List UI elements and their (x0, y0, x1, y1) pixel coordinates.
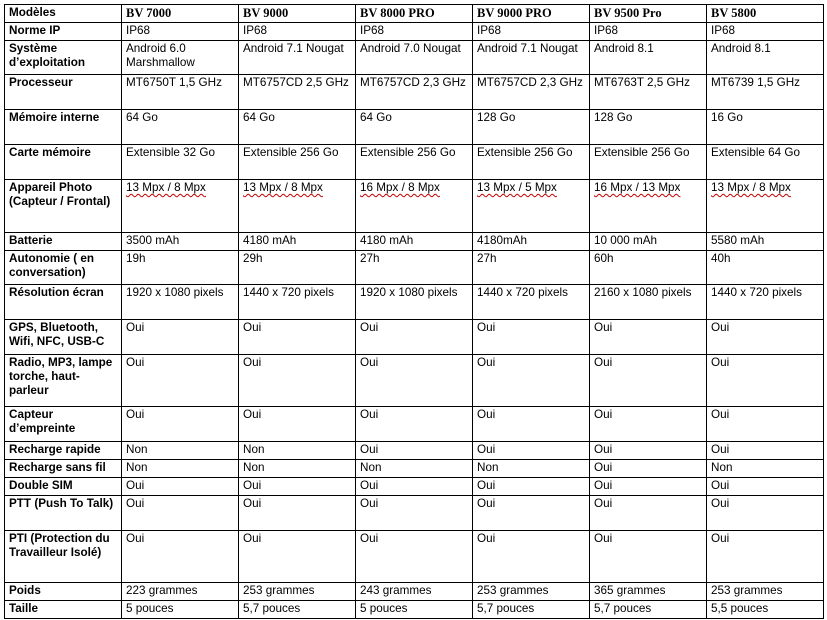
table-cell: Oui (473, 531, 590, 583)
table-cell: 1440 x 720 pixels (473, 285, 590, 320)
table-cell: 27h (356, 251, 473, 285)
table-cell: 1920 x 1080 pixels (356, 285, 473, 320)
table-cell: Oui (356, 407, 473, 442)
table-cell: Android 7.1 Nougat (239, 41, 356, 75)
table-cell: Non (473, 460, 590, 478)
table-cell: 40h (707, 251, 824, 285)
table-cell: Oui (239, 496, 356, 531)
table-cell: IP68 (473, 23, 590, 41)
table-cell: 27h (473, 251, 590, 285)
table-cell: Oui (473, 320, 590, 355)
table-cell: Oui (590, 442, 707, 460)
spellcheck-text: 13 Mpx / 8 Mpx (126, 181, 206, 194)
table-row-double-sim (5, 478, 824, 496)
spellcheck-text: 16 Mpx / 8 Mpx (360, 181, 440, 194)
table-cell: 128 Go (590, 110, 707, 145)
table-row-recharge-rapide (5, 442, 824, 460)
table-cell: MT6757CD 2,5 GHz (239, 75, 356, 110)
table-cell: 1440 x 720 pixels (239, 285, 356, 320)
row-label: Recharge sans fil (5, 460, 122, 478)
row-label: Carte mémoire (5, 145, 122, 180)
table-cell: 223 grammes (122, 583, 239, 601)
table-cell: 5,7 pouces (473, 601, 590, 619)
table-row-poids (5, 583, 824, 601)
table-cell: 19h (122, 251, 239, 285)
table-row-appareil-photo (5, 180, 824, 233)
table-cell: 253 grammes (239, 583, 356, 601)
table-cell: Extensible 256 Go (590, 145, 707, 180)
table-cell: Non (122, 460, 239, 478)
row-label: Radio, MP3, lampe torche, haut-parleur (5, 355, 122, 407)
table-cell: Oui (707, 442, 824, 460)
table-cell: MT6763T 2,5 GHz (590, 75, 707, 110)
table-cell: Oui (473, 355, 590, 407)
spellcheck-text: 13 Mpx / 8 Mpx (243, 181, 323, 194)
table-cell: IP68 (239, 23, 356, 41)
header-cell-bv9000pro: BV 9000 PRO (473, 5, 590, 23)
table-row-multimedia (5, 355, 824, 407)
table-cell: Oui (473, 442, 590, 460)
row-label: PTT (Push To Talk) (5, 496, 122, 531)
table-cell: 64 Go (356, 110, 473, 145)
table-row-pti (5, 531, 824, 583)
table-cell: Oui (707, 478, 824, 496)
row-label: Norme IP (5, 23, 122, 41)
row-label: PTI (Protection du Travailleur Isolé) (5, 531, 122, 583)
spellcheck-text: 16 Mpx / 13 Mpx (594, 181, 681, 194)
table-row-memoire (5, 110, 824, 145)
table-cell: Oui (356, 496, 473, 531)
table-cell: 64 Go (239, 110, 356, 145)
table-cell: Oui (590, 460, 707, 478)
row-label: Appareil Photo (Capteur / Frontal) (5, 180, 122, 233)
table-cell: MT6750T 1,5 GHz (122, 75, 239, 110)
row-label: Mémoire interne (5, 110, 122, 145)
table-cell: MT6757CD 2,3 GHz (356, 75, 473, 110)
table-cell: Non (122, 442, 239, 460)
table-cell: Oui (590, 320, 707, 355)
table-cell: Non (239, 460, 356, 478)
table-cell: Oui (356, 478, 473, 496)
table-cell: Oui (473, 478, 590, 496)
table-cell: Oui (590, 355, 707, 407)
table-cell: 5,7 pouces (590, 601, 707, 619)
table-cell: Oui (356, 320, 473, 355)
row-label: Processeur (5, 75, 122, 110)
table-cell: Oui (239, 320, 356, 355)
table-cell: 4180 mAh (356, 233, 473, 251)
table-cell: IP68 (122, 23, 239, 41)
spellcheck-text: 13 Mpx / 5 Mpx (477, 181, 557, 194)
table-cell: Extensible 64 Go (707, 145, 824, 180)
table-row-processeur (5, 75, 824, 110)
header-cell-bv7000: BV 7000 (122, 5, 239, 23)
table-cell: Android 7.1 Nougat (473, 41, 590, 75)
table-cell (356, 180, 473, 233)
table-cell: 5580 mAh (707, 233, 824, 251)
table-cell: Oui (122, 478, 239, 496)
table-cell: Android 8.1 (590, 41, 707, 75)
table-cell: Oui (356, 531, 473, 583)
table-cell: Oui (707, 355, 824, 407)
table-cell: Extensible 256 Go (239, 145, 356, 180)
table-cell: Extensible 256 Go (356, 145, 473, 180)
table-cell: IP68 (590, 23, 707, 41)
table-cell: 16 Go (707, 110, 824, 145)
table-cell: 5 pouces (122, 601, 239, 619)
table-row-ptt (5, 496, 824, 531)
table-cell: 4180mAh (473, 233, 590, 251)
table-cell: 3500 mAh (122, 233, 239, 251)
table-cell: 243 grammes (356, 583, 473, 601)
header-cell-bv9000: BV 9000 (239, 5, 356, 23)
table-cell: Oui (707, 496, 824, 531)
table-cell: 5,5 pouces (707, 601, 824, 619)
table-cell: Oui (473, 496, 590, 531)
row-label: Résolution écran (5, 285, 122, 320)
table-row-carte-memoire (5, 145, 824, 180)
table-row-norme-ip (5, 23, 824, 41)
table-cell: Oui (122, 496, 239, 531)
table-cell: 60h (590, 251, 707, 285)
table-cell: Non (239, 442, 356, 460)
table-cell: MT6757CD 2,3 GHz (473, 75, 590, 110)
table-cell: Oui (239, 531, 356, 583)
table-cell: Non (707, 460, 824, 478)
table-cell: 128 Go (473, 110, 590, 145)
header-cell-bv8000pro: BV 8000 PRO (356, 5, 473, 23)
table-cell: Oui (590, 407, 707, 442)
table-cell: Oui (590, 531, 707, 583)
table-cell: IP68 (707, 23, 824, 41)
table-cell: 4180 mAh (239, 233, 356, 251)
table-cell (122, 180, 239, 233)
table-cell: Oui (473, 407, 590, 442)
row-label: Autonomie ( en conversation) (5, 251, 122, 285)
table-cell: 29h (239, 251, 356, 285)
table-cell (707, 180, 824, 233)
table-cell: 253 grammes (707, 583, 824, 601)
table-cell: Oui (122, 320, 239, 355)
table-cell: Android 6.0 Marshmallow (122, 41, 239, 75)
table-cell: Oui (239, 478, 356, 496)
table-cell: 1920 x 1080 pixels (122, 285, 239, 320)
table-cell: 64 Go (122, 110, 239, 145)
table-cell: Oui (707, 320, 824, 355)
table-row-connectivite (5, 320, 824, 355)
table-row-empreinte (5, 407, 824, 442)
table-cell (239, 180, 356, 233)
row-label: GPS, Bluetooth, Wifi, NFC, USB-C (5, 320, 122, 355)
table-row-taille (5, 601, 824, 619)
table-cell: Android 8.1 (707, 41, 824, 75)
table-cell: Oui (122, 355, 239, 407)
table-cell: 5 pouces (356, 601, 473, 619)
table-row-recharge-sans-fil (5, 460, 824, 478)
table-cell: Oui (122, 407, 239, 442)
table-cell: 1440 x 720 pixels (707, 285, 824, 320)
table-cell: Oui (239, 355, 356, 407)
table-cell (473, 180, 590, 233)
row-label: Système d’exploitation (5, 41, 122, 75)
table-cell (590, 180, 707, 233)
table-cell: Oui (356, 355, 473, 407)
table-cell: 2160 x 1080 pixels (590, 285, 707, 320)
row-label: Taille (5, 601, 122, 619)
table-cell: Extensible 256 Go (473, 145, 590, 180)
spellcheck-text: 13 Mpx / 8 Mpx (711, 181, 791, 194)
table-row-systeme (5, 41, 824, 75)
table-cell: Oui (707, 531, 824, 583)
row-label: Poids (5, 583, 122, 601)
row-label: Batterie (5, 233, 122, 251)
table-cell: 10 000 mAh (590, 233, 707, 251)
header-cell-bv9500pro: BV 9500 Pro (590, 5, 707, 23)
header-cell-bv5800: BV 5800 (707, 5, 824, 23)
table-row-batterie (5, 233, 824, 251)
table-cell: Oui (590, 496, 707, 531)
spec-comparison-table (4, 4, 824, 619)
table-cell: 253 grammes (473, 583, 590, 601)
table-cell: Non (356, 460, 473, 478)
table-cell: IP68 (356, 23, 473, 41)
table-cell: Android 7.0 Nougat (356, 41, 473, 75)
table-cell: 5,7 pouces (239, 601, 356, 619)
table-cell: Oui (707, 407, 824, 442)
row-label: Capteur d’empreinte (5, 407, 122, 442)
table-cell: Oui (356, 442, 473, 460)
table-cell: MT6739 1,5 GHz (707, 75, 824, 110)
table-cell: Oui (239, 407, 356, 442)
header-row (5, 5, 824, 23)
header-cell-label: Modèles (5, 5, 122, 23)
row-label: Double SIM (5, 478, 122, 496)
table-cell: 365 grammes (590, 583, 707, 601)
table-row-autonomie (5, 251, 824, 285)
table-cell: Oui (122, 531, 239, 583)
table-cell: Extensible 32 Go (122, 145, 239, 180)
row-label: Recharge rapide (5, 442, 122, 460)
table-row-resolution (5, 285, 824, 320)
table-cell: Oui (590, 478, 707, 496)
